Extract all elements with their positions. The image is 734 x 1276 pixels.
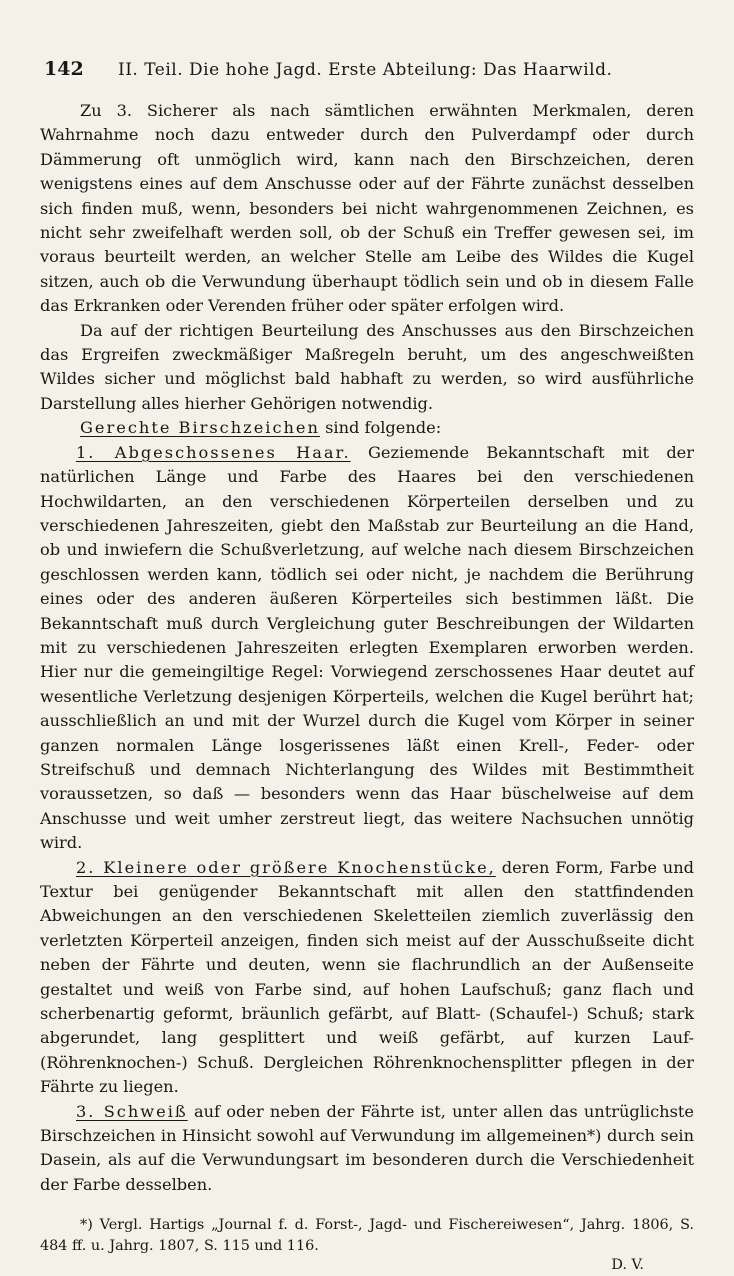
footnote-signature: D. V. [611,1257,644,1274]
item-text-blood: auf oder neben der Fährte ist, unter allen das untrüglichste Birschzeichen in Hinsicht sowohl auf Verwundung im allgemeinen*) durch sein Dasein, als auf die Verwundungsart im besonderen durch die Verschiedenheit der Farbe desselben. [40,1101,694,1194]
footnote-text: *) Vergl. Hartigs „Journal f. d. Forst-, Jagd- und Fischereiwesen“, Jahrg. 1806, S. 484 ff. u. Jahrg. 1807, S. 115 und 116. [40,1217,694,1255]
item-label-bones: 2. Kleinere oder größere Knochenstücke, [76,857,496,877]
section-heading-rest: sind folgende: [319,418,442,438]
page-header [40,58,694,81]
list-item-hair [40,441,694,856]
section-heading: Gerechte Birschzeichen [80,418,320,438]
page-number: 142 [44,58,84,80]
paragraph-intro: Zu 3. Sicherer als nach sämtlichen erwähnten Merkmalen, deren Wahrnahme noch dazu entweder durch den Pulverdampf oder durch Dämmerung oft unmöglich wird, kann nach den Birschzeichen, deren wenigstens eines auf dem Anschusse oder auf der Fährte zunächst desselben sich finden muß, wenn, besonders bei nicht wahrgenommenen Zeichnen, es nicht sehr zweifelhaft werden soll, ob der Schuß ein Treffer gewesen sei, im voraus beurteilt werden, an welcher Stelle am Leibe des Wildes die Kugel sitzen, auch ob die Verwundung überhaupt tödlich sein und ob in diesem Falle das Erkranken oder Verenden früher oder später erfolgen wird. [40,101,694,316]
footnote [40,1215,694,1276]
running-head: II. Teil. Die hohe Jagd. Erste Abteilung: Das Haarwild. [118,60,613,80]
paragraph-assessment: Da auf der richtigen Beurteilung des Anschusses aus den Birschzeichen das Ergreifen zweckmäßiger Maßregeln beruht, um des angeschweißten Wildes sicher und möglichst bald habhaft zu werden, so wird ausführliche Darstellung alles hierher Gehörigen notwendig. [40,320,694,413]
item-text-bones: deren Form, Farbe und Textur bei genügender Bekanntschaft mit allen den stattfindenden Abweichungen an den verschiedenen Skeletteilen ziemlich zuverlässig den verletzten Körperteil anzeigen, finden sich meist auf der Ausschußseite dicht neben der Fährte und deuten, wenn sie flachrundlich an der Außenseite gestaltet und weiß von Farbe sind, auf hohen Laufschuß; ganz flach und scherbenartig geformt, bräunlich gefärbt, auf Blatt- (Schaufel-) Schuß; stark abgerundet, lang gesplittert und weiß gefärbt, auf kurzen Lauf- (Röhrenknochen-) Schuß. Dergleichen Röhrenknochensplitter pflegen in der Fährte zu liegen. [40,857,694,1097]
list-item-blood [40,1100,694,1198]
item-label-hair: 1. Abgeschossenes Haar. [76,442,351,462]
item-text-hair: Geziemende Bekanntschaft mit der natürlichen Länge und Farbe des Haares bei den verschiedenen Hochwildarten, an den verschiedenen Körperteilen derselben und zu verschiedenen Jahreszeiten, giebt den Maßstab zur Beurteilung an die Hand, ob und inwiefern die Schußverletzung, auf welche nach diesem Birschzeichen geschlossen werden kann, tödlich sei oder nicht, je nachdem die Berührung eines oder des anderen äußeren Körperteiles sich bestimmen läßt. Die Bekanntschaft muß durch Vergleichung guter Beschreibungen der Wildarten mit zu verschiedenen Jahreszeiten erlegten Exemplaren erworben werden. Hier nur die gemeingiltige Regel: Vorwiegend zerschossenes Haar deutet auf wesentliche Verletzung desjenigen Körperteils, welchen die Kugel berührt hat; ausschließlich an und mit der Wurzel durch die Kugel vom Körper in seiner ganzen normalen Länge losgerissenes läßt einen Krell-, Feder- oder Streifschuß und demnach Nichterlangung des Wildes mit Bestimmtheit voraussetzen, so daß — besonders wenn das Haar büschelweise auf dem Anschusse und weit umher zerstreut liegt, das weitere Nachsuchen unnötig wird. [40,442,695,853]
item-label-blood: 3. Schweiß [76,1101,188,1121]
list-item-bones [40,856,694,1100]
paragraph-list-heading [40,416,694,440]
body-text [40,99,694,1197]
